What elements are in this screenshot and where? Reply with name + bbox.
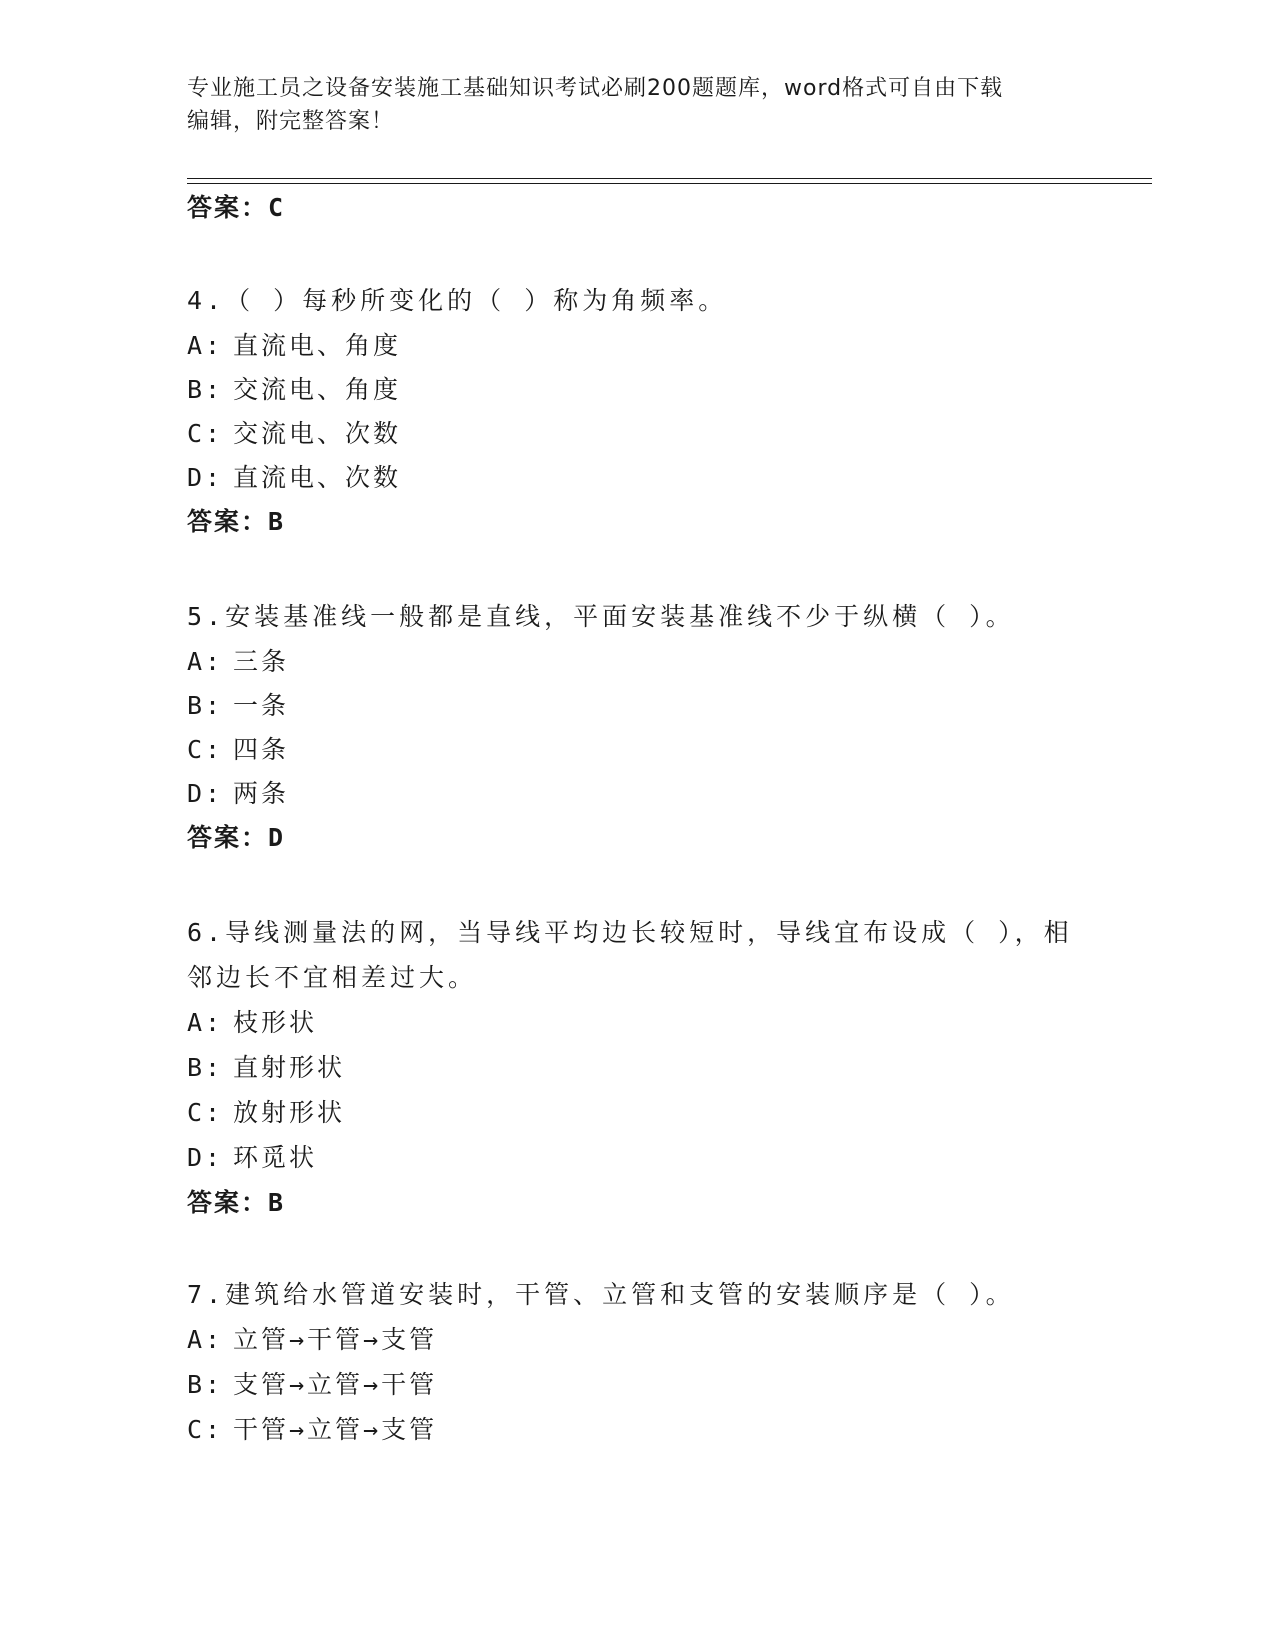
q6-option-b [187,1052,345,1084]
answer-4: 答案：B [187,507,286,536]
q7-option-c [187,1414,437,1446]
q6-option-c [187,1097,345,1129]
option-text: 支管→立管→干管 [233,1370,438,1399]
option-text: 交流电、角度 [233,375,402,404]
option-label: D: [187,463,224,492]
option-text: 交流电、次数 [233,419,402,448]
option-text: 放射形状 [233,1098,346,1127]
q5-option-a [187,646,289,678]
q7-option-b [187,1369,437,1401]
option-label: B: [187,375,224,404]
answer-5: 答案：D [187,823,286,852]
question-4: 4.（ ）每秒所变化的（ ）称为角频率。 [187,286,728,315]
answer-3: 答案：C [187,193,286,222]
header-divider-bottom [187,183,1152,184]
option-text: 两条 [233,779,290,808]
option-label: C: [187,735,224,764]
option-label: C: [187,1415,224,1444]
header-divider-top [187,178,1152,179]
option-label: C: [187,1098,224,1127]
option-text: 四条 [233,735,290,764]
option-text: 直流电、角度 [233,331,402,360]
option-label: D: [187,779,224,808]
answer-6: 答案：B [187,1188,286,1217]
question-6-line-2: 邻边长不宜相差过大。 [187,963,478,992]
option-label: A: [187,1008,224,1037]
question-6-line-1: 6.导线测量法的网，当导线平均边长较短时，导线宜布设成（ ），相 [187,918,1073,947]
option-text: 一条 [233,691,290,720]
option-text: 立管→干管→支管 [233,1325,438,1354]
option-text: 干管→立管→支管 [233,1415,438,1444]
option-label: A: [187,647,224,676]
q4-option-d [187,462,401,494]
q5-option-c [187,734,289,766]
question-5: 5.安装基准线一般都是直线，平面安装基准线不少于纵横（ ）。 [187,602,1015,631]
option-label: C: [187,419,224,448]
option-text: 直射形状 [233,1053,346,1082]
page-header [187,72,1067,138]
option-label: B: [187,1053,224,1082]
option-label: D: [187,1143,224,1172]
q4-option-b [187,374,401,406]
option-label: B: [187,1370,224,1399]
q5-option-d [187,778,289,810]
option-label: A: [187,331,224,360]
q4-option-c [187,418,401,450]
q7-option-a [187,1324,437,1356]
q6-option-d [187,1142,317,1174]
header-line-2: 编辑，附完整答案！ [187,109,395,134]
option-label: A: [187,1325,224,1354]
header-line-1: 专业施工员之设备安装施工基础知识考试必刷200题题库，word格式可自由下载 [187,76,1004,101]
option-label: B: [187,691,224,720]
q5-option-b [187,690,289,722]
option-text: 环觅状 [233,1143,318,1172]
option-text: 枝形状 [233,1008,318,1037]
option-text: 直流电、次数 [233,463,402,492]
question-7: 7.建筑给水管道安装时，干管、立管和支管的安装顺序是（ ）。 [187,1280,1015,1309]
option-text: 三条 [233,647,290,676]
q4-option-a [187,330,401,362]
q6-option-a [187,1007,317,1039]
